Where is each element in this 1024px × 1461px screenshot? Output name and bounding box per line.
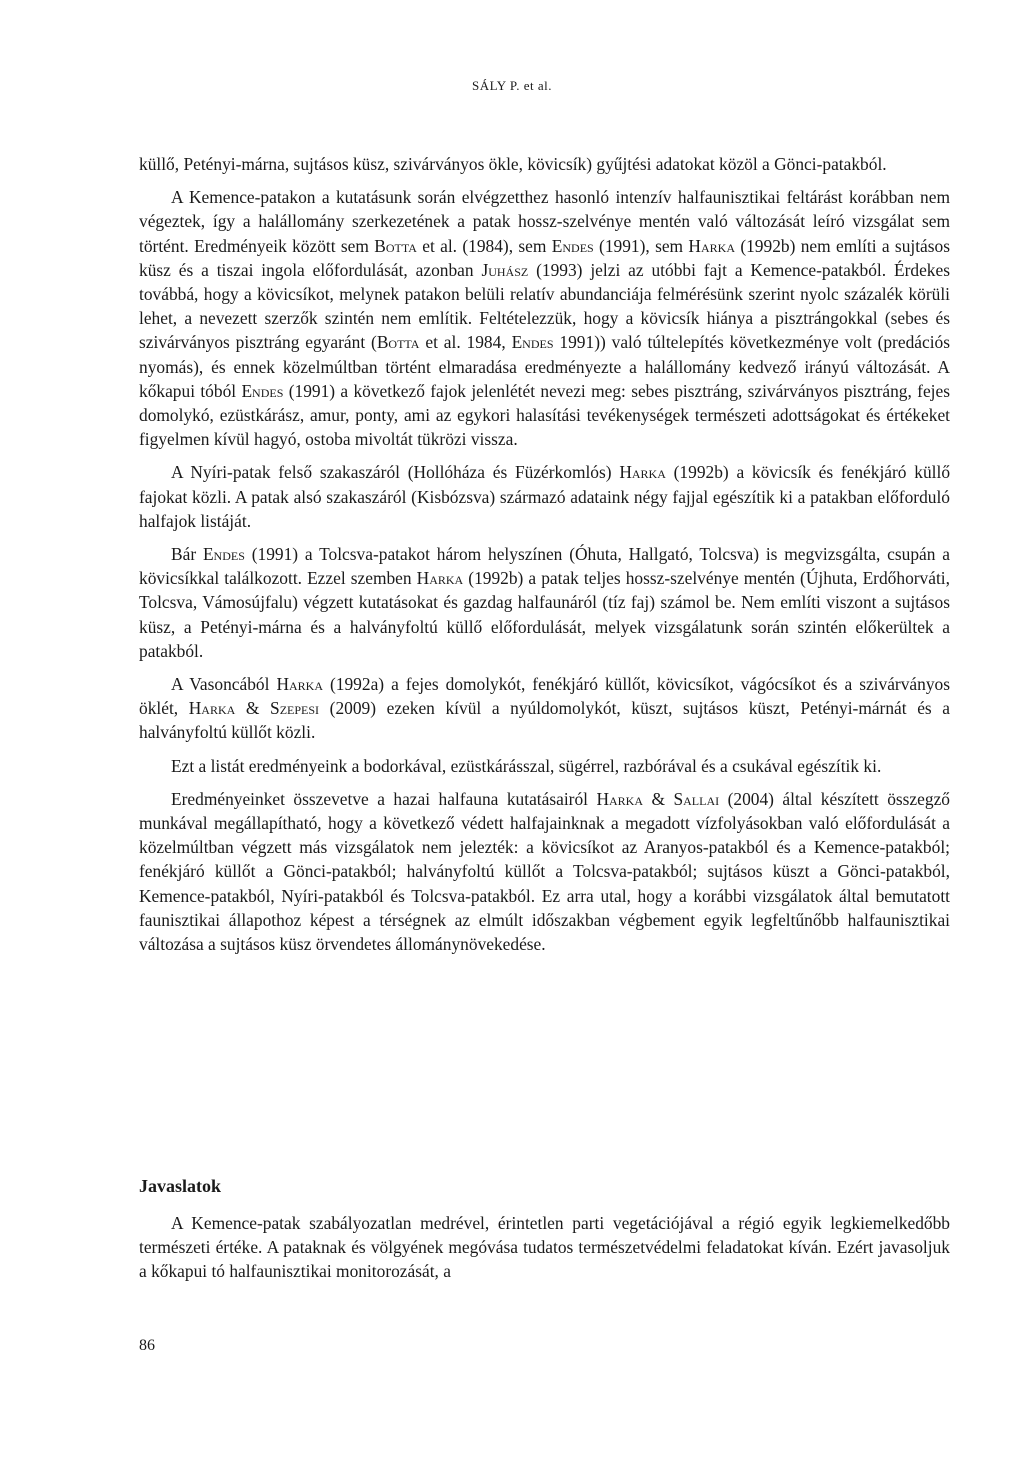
section-body [139, 1211, 950, 1284]
author-name: Harka [619, 462, 666, 483]
paragraph-comparison: Eredményeinket összevetve a hazai halfauna kutatásairól Harka & Sallai (2004) által készített összegző munkával megállapítható, hogy a következő védett halfajainknak a megadott vízfolyásokban való előfordulását a közelmúltban végzett más vizsgálatok nem jelezték: a kövicsíkot az Aranyos-patakból és a Kemence-patakból; fenékjáró küllőt a Gönci-patakból; halványfoltú küllőt a Tolcsva-patakból; sujtásos küszt a Gönci-patakból, Kemence-patakból, Nyíri-patakból és Tolcsva-patakból. Ez arra utal, hogy a korábbi vizsgálatok által bemutatott faunisztikai állapothoz képest a térségnek az elmúlt időszakban végbement egyik legfeltűnőbb halfaunisztikai változása a sujtásos küsz örvendetes állománynövekedése. [139, 788, 950, 955]
paragraph-vasonca: A Vasoncából Harka (1992a) a fejes domolykót, fenékjáró küllőt, kövicsíkot, vágócsíkot és a szivárványos öklét, Harka & Szepesi (2009) ezeken kívül a nyúldomolykót, küszt, sujtásos küszt, Petényi-márnát és a halványfoltú küllőt közli. [139, 674, 951, 743]
running-head: SÁLY P. et al. [472, 78, 552, 93]
author-name: Endes [202, 544, 245, 565]
author-name: Harka [276, 674, 323, 695]
author-name: Endes [511, 332, 554, 353]
author-name: Endes [241, 380, 284, 401]
author-name: Harka [596, 788, 643, 809]
author-name: Endes [551, 235, 594, 256]
section-heading: Javaslatok [139, 1176, 222, 1196]
paragraph-tolcsva: Bár Endes (1991) a Tolcsva-patakot három helyszínen (Óhuta, Hallgató, Tolcsva) is megvizsgálta, csupán a kövicsíkkal találkozott. Ezzel szemben Harka (1992b) a patak teljes hossz-szelvénye mentén (Újhuta, Erdőhorváti, Tolcsva, Vámosújfalu) végzett kutatásokat és gazdag halfaunáról (tíz faj) számol be. Nem említi viszont a sujtásos küsz, a Petényi-márna és a halványfoltú küllő előfordulását, melyek vizsgálatunk során szintén előkerültek a patakból. [139, 544, 950, 661]
author-name: Juhász [481, 259, 529, 280]
paragraph-list-extension: Ezt a listát eredményeink a bodorkával, ezüstkárásszal, sügérrel, razbórával és a csukával egészítik ki. [171, 755, 882, 776]
author-name: Harka [188, 698, 236, 719]
author-name: Botta [374, 235, 417, 256]
paragraph-kemence: A Kemence-patakon a kutatásunk során elvégzetthez hasonló intenzív halfaunisztikai feltárást korábban nem végeztek, így a halállomány szerkezetének a patak hossz-szelvénye mentén való változását leíró vizsgálat sem történt. Eredményeik között sem Botta et al. (1984), sem Endes (1991), sem Harka (1992b) nem említi a sujtásos küsz és a tiszai ingola előfordulását, azonban Juhász (1993) jelzi az utóbbi fajt a Kemence-patakból. Érdekes továbbá, hogy a kövicsíkot, melynek patakon belüli relatív abundanciája felmérésünk szerint nyolc százalék körüli lehet, a nevezett szerzők szintén nem említik. Feltételezzük, hogy a kövicsík hiánya a pisztrángokkal (sebes és szivárványos pisztráng egyaránt (Botta et al. 1984, Endes 1991)) való túltelepítés következménye volt (predációs nyomás), és ennek közelmúltban történt elmaradása eredményezte a halállomány kedvező irányú változását. A kőkapui tóból Endes (1991) a következő fajok jelenlétét nevezi meg: sebes pisztráng, szivárványos pisztráng, fejes domolykó, ezüstkárász, amur, ponty, ami az egykori halasítási tevékenységek természeti adottságokat és értékeket figyelmen kívül hagyó, ostoba mivoltát tükrözi vissza. [139, 187, 950, 450]
page-number: 86 [139, 1337, 155, 1354]
paragraph-continuation: küllő, Petényi-márna, sujtásos küsz, szivárványos ökle, kövicsík) gyűjtési adatokat közöl a Gönci-patakból. [139, 154, 887, 174]
author-name: Harka [688, 235, 735, 256]
paragraph-javaslatok: A Kemence-patak szabályozatlan medrével, érintetlen parti vegetációjával a régió egyik legkiemelkedőbb természeti értéke. A pataknak és völgyének megóvása tudatos természetvédelmi feladatokat kíván. Ezért javasoljuk a kőkapui tó halfaunisztikai monitorozását, a [139, 1213, 950, 1282]
author-name: Botta [376, 332, 420, 353]
author-name: Harka [416, 568, 464, 589]
author-name: Sallai [673, 788, 720, 809]
paragraph-nyiri: A Nyíri-patak felső szakaszáról (Hollóháza és Füzérkomlós) Harka (1992b) a kövicsík és fenékjáró küllő fajokat közli. A patak alsó szakaszáról (Kisbózsva) származó adataink négy fajjal egészítik ki a patakban előforduló halfajok listáját. [139, 462, 951, 531]
author-name: Szepesi [270, 698, 320, 719]
body-text [139, 152, 950, 965]
